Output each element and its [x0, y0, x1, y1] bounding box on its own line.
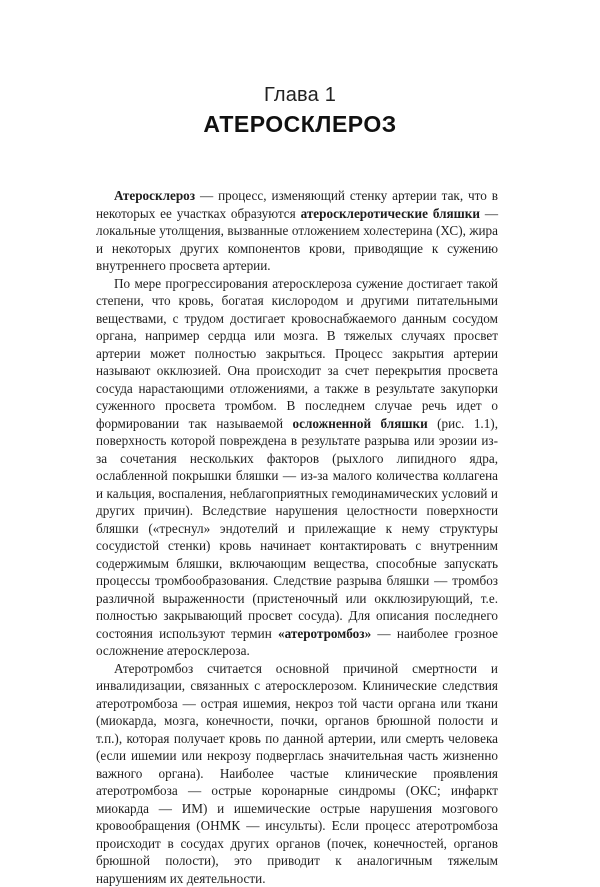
paragraph-2-text-a: По мере прогрессирования атеросклероза сужение достигает такой степени, что кровь, богатая кислородом и другими питательными веществами, с трудом достигает кровоснабжаемого данным сосудом органа, например сердца или мозга. В тяжелых случаях просвет артерии может полностью закрыться. Процесс закрытия артерии называют окклюзией. Она происходит за счет перекрытия просвета сосуда нарастающими отложениями, а также в результате закупорки суженного просвета тромбом. В последнем случае речь идет о формировании так называемой: [96, 276, 498, 431]
term-atherosclerosis: Атеросклероз: [114, 188, 195, 203]
term-atherothrombosis: «атеротромбоз»: [278, 626, 371, 641]
body-text: [96, 187, 498, 887]
chapter-title: АТЕРОСКЛЕРОЗ: [0, 111, 600, 138]
chapter-label: Глава 1: [0, 84, 600, 107]
paragraph-3-text: Атеротромбоз считается основной причиной смертности и инвалидизации, связанных с атеросклерозом. Клинические следствия атеротромбоза — острая ишемия, некроз той части органа или ткани (миокарда, мозга, конечности, почки, органов брюшной полости и т.п.), которая получает кровь по данной артерии, или смерть человека (если ишемии или некрозу подверглась значительная часть жизненно важного органа). Наиболее частые клинические проявления атеротромбоза — острые коронарные синдромы (ОКС; инфаркт миокарда — ИМ) и ишемические острые нарушения мозгового кровообращения (ОНМК — инсульты). Если процесс атеротромбоза происходит в сосудах других органов (почек, конечностей, органов брюшной полости), это приводит к аналогичным тяжелым нарушениям их деятельности.: [96, 661, 498, 886]
term-atherosclerotic-plaques: атеросклеротические бляшки: [301, 206, 480, 221]
paragraph-1-text-a: — процесс, изменяющий стенку артерии так, что в некоторых ее участках образуются: [96, 188, 498, 221]
paragraph-1: [96, 187, 498, 275]
paragraph-2-text-c: — наиболее грозное осложнение атеросклероза.: [96, 626, 498, 659]
paragraph-2-text-b: (рис. 1.1), поверхность которой повреждена в результате разрыва или эрозии из-за сочетания нескольких факторов (рыхлого липидного ядра, ослабленной покрышки бляшки — из-за малого количества коллагена и кальция, воспаления, неблагоприятных гемодинамических условий и других причин). Вследствие нарушения целостности поверхности бляшки («треснул» эндотелий и прилежащие к нему структуры сосудистой стенки) кровь начинает контактировать с внутренним содержимым бляшки, включающим вещества, способные запускать процессы тромбообразования. Следствие разрыва бляшки — тромбоз различной выраженности (пристеночный или окклюзирующий, т.е. полностью закрывающий просвет сосуда). Для описания последнего состояния используют термин: [96, 416, 498, 641]
term-complicated-plaque: осложненной бляшки: [293, 416, 428, 431]
paragraph-1-text-b: — локальные утолщения, вызванные отложением холестерина (ХС), жира и некоторых других компонентов крови, приводящие к сужению внутреннего просвета артерии.: [96, 206, 498, 274]
paragraph-2: [96, 275, 498, 660]
paragraph-3: [96, 660, 498, 887]
